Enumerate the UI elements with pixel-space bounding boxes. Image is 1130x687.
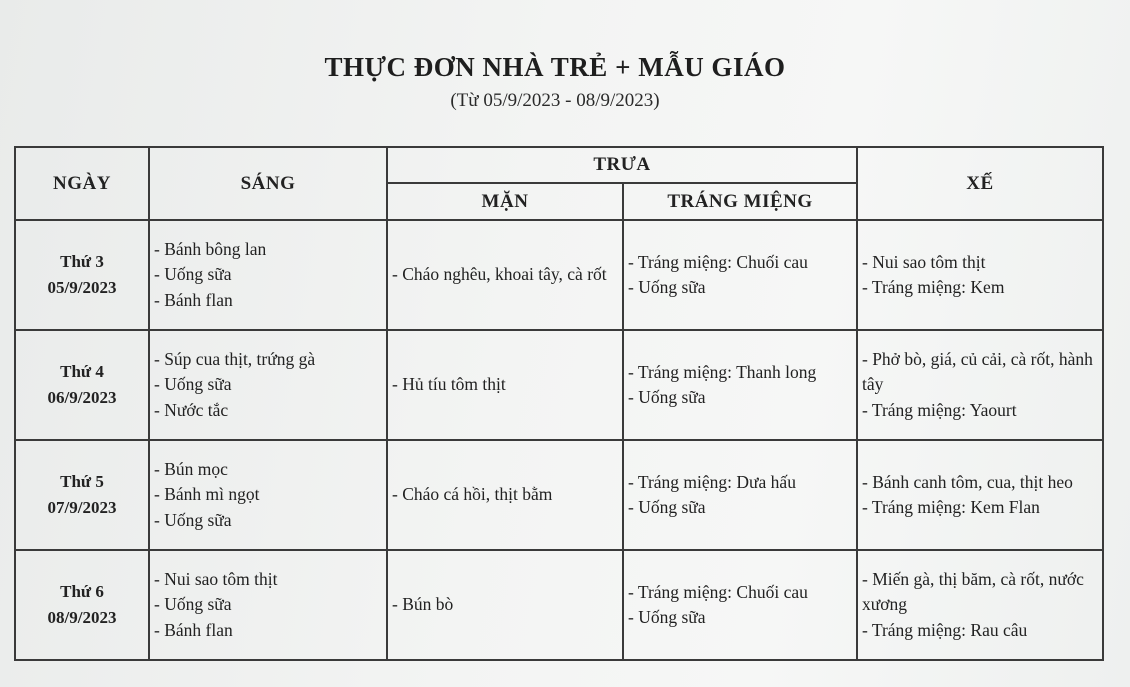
menu-item: - Nui sao tôm thịt bbox=[154, 568, 278, 589]
weekday-label: Thứ 4 bbox=[60, 361, 104, 381]
morning-cell bbox=[149, 550, 387, 660]
savory-cell bbox=[387, 330, 623, 440]
menu-item: - Bánh mì ngọt bbox=[154, 484, 260, 505]
weekday-label: Thứ 6 bbox=[60, 581, 104, 601]
day-cell bbox=[15, 330, 149, 440]
table-row bbox=[15, 440, 1103, 550]
header-savory: MẶN bbox=[387, 183, 623, 220]
morning-cell bbox=[149, 330, 387, 440]
dessert-cell bbox=[623, 220, 857, 330]
savory-cell bbox=[387, 220, 623, 330]
menu-item: - Bánh flan bbox=[154, 619, 233, 640]
menu-item: - Uống sữa bbox=[628, 607, 706, 627]
menu-item: - Súp cua thịt, trứng gà bbox=[154, 348, 316, 369]
menu-item: - Uống sữa bbox=[154, 374, 232, 395]
menu-item: - Miến gà, thị băm, cà rốt, nước xương bbox=[862, 568, 1084, 615]
menu-item: - Uống sữa bbox=[154, 264, 232, 285]
menu-item: - Uống sữa bbox=[628, 497, 706, 517]
header-day: NGÀY bbox=[15, 147, 149, 220]
header-dessert: TRÁNG MIỆNG bbox=[623, 183, 857, 220]
menu-item: - Nước tắc bbox=[154, 399, 229, 420]
menu-item: - Uống sữa bbox=[154, 509, 232, 530]
day-cell bbox=[15, 550, 149, 660]
page-title: THỰC ĐƠN NHÀ TRẺ + MẪU GIÁO bbox=[324, 52, 786, 82]
menu-item: - Tráng miệng: Thanh long bbox=[628, 361, 817, 382]
dessert-cell bbox=[623, 550, 857, 660]
table-row bbox=[15, 330, 1103, 440]
menu-item: - Nui sao tôm thịt bbox=[862, 251, 986, 272]
menu-item: - Tráng miệng: Chuối cau bbox=[628, 251, 808, 272]
menu-item: - Cháo cá hồi, thịt bằm bbox=[392, 484, 553, 505]
savory-cell bbox=[387, 440, 623, 550]
menu-item: - Uống sữa bbox=[628, 277, 706, 297]
morning-cell bbox=[149, 220, 387, 330]
menu-item: - Tráng miệng: Chuối cau bbox=[628, 581, 808, 602]
menu-item: - Bánh flan bbox=[154, 289, 233, 310]
afternoon-cell bbox=[857, 440, 1103, 550]
header-morning: SÁNG bbox=[149, 147, 387, 220]
menu-item: - Bánh bông lan bbox=[154, 238, 267, 259]
menu-table bbox=[14, 146, 1104, 661]
menu-item: - Uống sữa bbox=[154, 594, 232, 615]
menu-item: - Hủ tíu tôm thịt bbox=[392, 374, 506, 395]
menu-item: - Bún bò bbox=[392, 594, 454, 615]
date-label: 08/9/2023 bbox=[47, 608, 117, 627]
weekday-label: Thứ 3 bbox=[60, 251, 104, 271]
menu-item: - Bún mọc bbox=[154, 458, 228, 479]
dessert-cell bbox=[623, 330, 857, 440]
afternoon-cell bbox=[857, 330, 1103, 440]
header-noon: TRƯA bbox=[387, 147, 857, 183]
menu-item: - Tráng miệng: Kem Flan bbox=[862, 497, 1040, 517]
savory-cell bbox=[387, 550, 623, 660]
date-label: 06/9/2023 bbox=[47, 388, 117, 407]
menu-item: - Cháo nghêu, khoai tây, cà rốt bbox=[392, 264, 607, 285]
day-cell bbox=[15, 220, 149, 330]
date-label: 05/9/2023 bbox=[47, 278, 117, 297]
menu-item: - Tráng miệng: Yaourt bbox=[862, 399, 1017, 420]
header-afternoon: XẾ bbox=[857, 147, 1103, 220]
afternoon-cell bbox=[857, 550, 1103, 660]
menu-item: - Phở bò, giá, củ cải, cà rốt, hành tây bbox=[862, 348, 1093, 395]
menu-item: - Uống sữa bbox=[628, 387, 706, 407]
menu-item: - Tráng miệng: Dưa hấu bbox=[628, 471, 796, 492]
menu-item: - Tráng miệng: Kem bbox=[862, 277, 1005, 297]
table-row bbox=[15, 550, 1103, 660]
menu-item: - Bánh canh tôm, cua, thịt heo bbox=[862, 471, 1073, 492]
table-row bbox=[15, 220, 1103, 330]
weekday-label: Thứ 5 bbox=[60, 471, 104, 491]
day-cell bbox=[15, 440, 149, 550]
menu-item: - Tráng miệng: Rau câu bbox=[862, 619, 1028, 640]
morning-cell bbox=[149, 440, 387, 550]
date-range-subtitle: (Từ 05/9/2023 - 08/9/2023) bbox=[450, 90, 660, 111]
date-label: 07/9/2023 bbox=[47, 498, 117, 517]
dessert-cell bbox=[623, 440, 857, 550]
afternoon-cell bbox=[857, 220, 1103, 330]
